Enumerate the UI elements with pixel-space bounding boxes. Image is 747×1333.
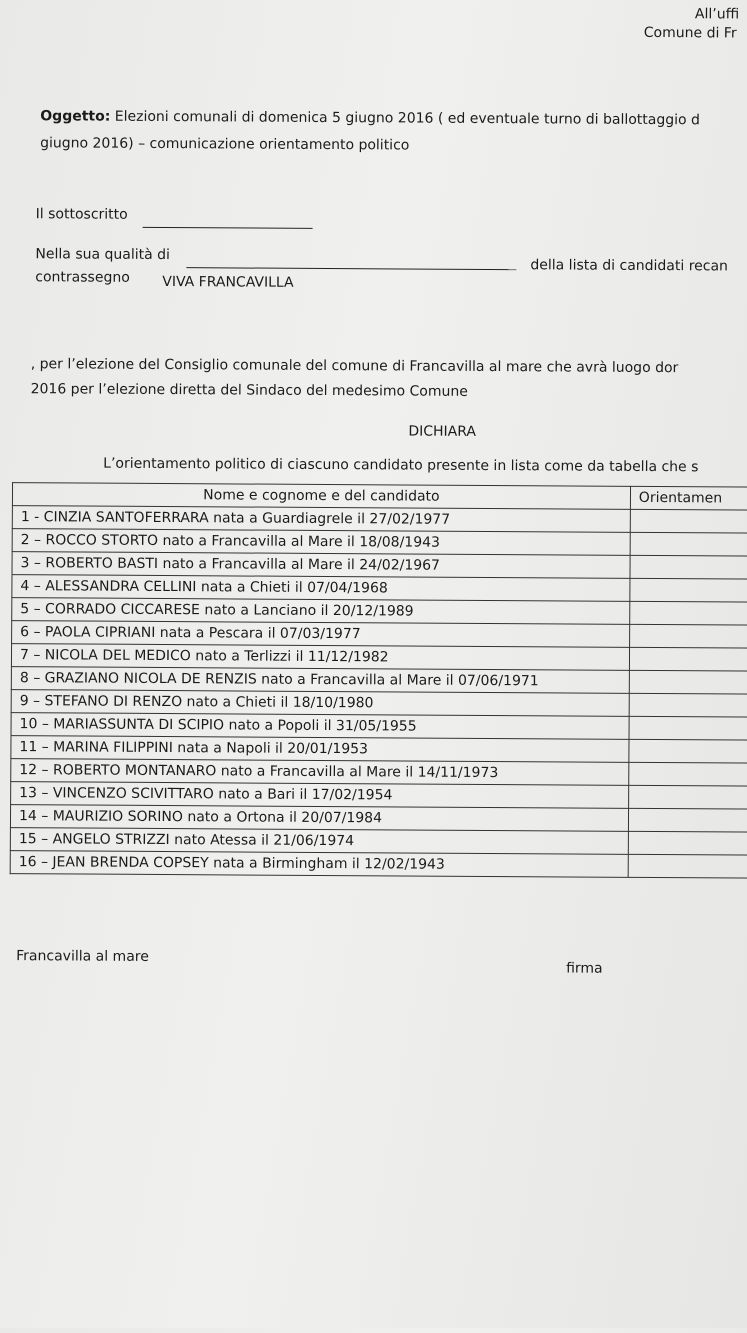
orientation-cell[interactable]	[630, 532, 747, 556]
orientation-cell[interactable]	[630, 509, 747, 533]
candidate-name: 15 – ANGELO STRIZZI nato Atessa il 21/06/1974	[10, 828, 628, 855]
candidate-name: 13 – VINCENZO SCIVITTARO nato a Bari il 17/02/1954	[11, 782, 629, 809]
candidate-name: 12 – ROBERTO MONTANARO nato a Francavilla al Mare il 14/11/1973	[11, 759, 629, 786]
candidate-name: 7 – NICOLA DEL MEDICO nato a Terlizzi il 11/12/1982	[11, 644, 629, 671]
candidate-name: 8 – GRAZIANO NICOLA DE RENZIS nato a Francavilla al Mare il 07/06/1971	[11, 667, 629, 694]
body-line-2: 2016 per l’elezione diretta del Sindaco del medesimo Comune	[30, 381, 468, 400]
orientation-cell[interactable]	[629, 624, 747, 648]
candidate-name: 16 – JEAN BRENDA COPSEY nata a Birmingham il 12/02/1943	[10, 851, 628, 878]
orientation-cell[interactable]	[628, 854, 747, 878]
subject-text: Elezioni comunali di domenica 5 giugno 2016 ( ed eventuale turno di ballottaggio d	[114, 108, 700, 129]
orientation-cell[interactable]	[628, 785, 747, 809]
orientation-cell[interactable]	[629, 716, 747, 740]
subject-line-2: giugno 2016) – comunicazione orientamento politico	[40, 135, 410, 154]
symbol-label: contrassegno	[35, 269, 130, 286]
table-row	[10, 851, 747, 879]
subject-line-1	[40, 108, 700, 128]
candidate-name: 9 – STEFANO DI RENZO nato a Chieti il 18/10/1980	[11, 690, 629, 717]
candidate-name: 2 – ROCCO STORTO nato a Francavilla al Mare il 18/08/1943	[12, 529, 630, 556]
orientation-cell[interactable]	[629, 739, 747, 763]
role-blank[interactable]	[186, 267, 516, 270]
recipient-line-1: All’uffi	[694, 6, 740, 23]
undersigned-blank[interactable]	[143, 227, 313, 229]
candidate-name: 11 – MARINA FILIPPINI nata a Napoli il 20/01/1953	[11, 736, 629, 763]
candidate-name: 4 – ALESSANDRA CELLINI nata a Chieti il 07/04/1968	[12, 575, 630, 602]
candidate-name: 10 – MARIASSUNTA DI SCIPIO nato a Popoli il 31/05/1955	[11, 713, 629, 740]
column-header-orientation: Orientamen	[630, 486, 747, 510]
orientation-cell[interactable]	[630, 555, 747, 579]
place-label: Francavilla al mare	[16, 948, 149, 965]
symbol-value: VIVA FRANCAVILLA	[162, 273, 294, 291]
column-header-name: Nome e cognome e del candidato	[12, 483, 630, 510]
candidate-name: 6 – PAOLA CIPRIANI nata a Pescara il 07/03/1977	[12, 621, 630, 648]
candidate-name: 14 – MAURIZIO SORINO nato a Ortona il 20/07/1984	[10, 805, 628, 832]
candidate-name: 1 - CINZIA SANTOFERRARA nata a Guardiagrele il 27/02/1977	[12, 506, 630, 533]
list-text: della lista di candidati recan	[530, 257, 728, 275]
role-label: Nella sua qualità di	[35, 246, 171, 264]
orientation-cell[interactable]	[629, 670, 747, 694]
signature-label: firma	[566, 960, 603, 977]
orientation-cell[interactable]	[630, 578, 747, 602]
candidate-name: 5 – CORRADO CICCARESE nato a Lanciano il 20/12/1989	[12, 598, 630, 625]
body-line-1: , per l’elezione del Consiglio comunale del comune di Francavilla al mare che avrà luogo dor	[30, 356, 679, 377]
recipient-line-2: Comune di Fr	[643, 24, 737, 42]
orientation-cell[interactable]	[629, 693, 747, 717]
subject-label: Oggetto:	[40, 108, 111, 125]
orientation-cell[interactable]	[629, 647, 747, 671]
orientation-cell[interactable]	[630, 601, 747, 625]
orientation-cell[interactable]	[629, 762, 747, 786]
undersigned-label: Il sottoscritto	[35, 206, 128, 223]
candidate-name: 3 – ROBERTO BASTI nato a Francavilla al Mare il 24/02/1967	[12, 552, 630, 579]
table-intro: L’orientamento politico di ciascuno candidato presente in lista come da tabella che s	[103, 455, 699, 476]
orientation-cell[interactable]	[628, 808, 747, 832]
declare-heading: DICHIARA	[408, 423, 477, 440]
candidates-table	[10, 482, 747, 879]
orientation-cell[interactable]	[628, 831, 747, 855]
